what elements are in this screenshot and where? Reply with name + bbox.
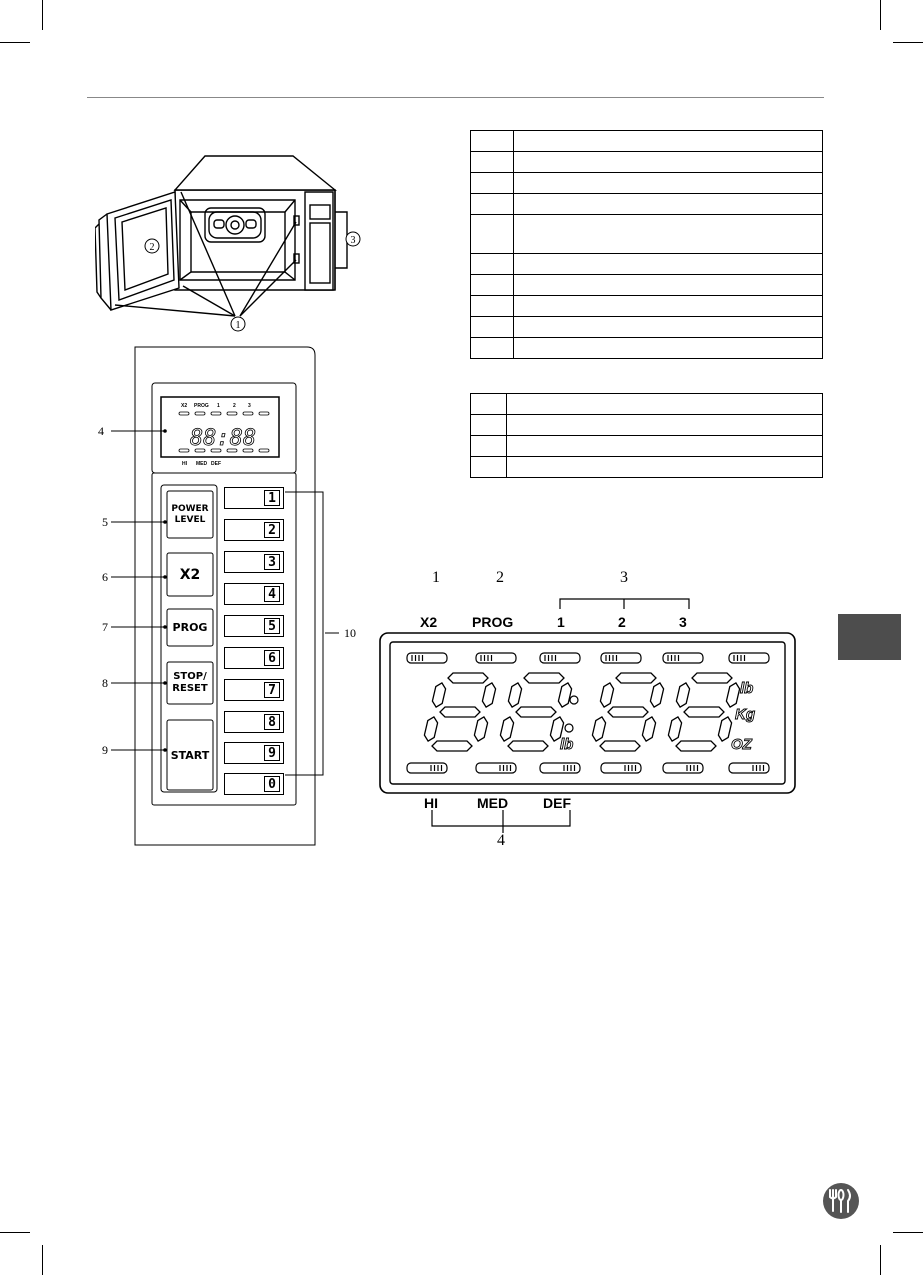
mini-label: 1 [217,403,220,409]
unit-colon-lb: lb [560,736,574,753]
crop-mark [0,42,30,43]
number-key-0[interactable] [224,773,284,795]
crop-mark [893,1232,923,1233]
start-button[interactable] [167,720,213,790]
number-key-label: 0 [264,776,280,792]
digit-segment [440,707,480,717]
legend-table-1 [470,130,823,359]
lcd-label-1: 1 [557,614,565,630]
x2-label: X2 [179,566,201,583]
digit-segment [592,717,605,741]
digit-segment [608,707,648,717]
table-row [471,194,823,215]
crop-mark [42,1245,43,1275]
unit-oz: OZ [731,736,752,753]
digit-segment [600,683,613,707]
digit-segment [508,741,548,751]
display-callout-1: 1 [432,569,440,586]
mini-label: PROG [194,403,209,409]
table-row [471,215,823,254]
lcd-label-hi: HI [424,795,438,811]
table-row [471,152,823,173]
lcd-label-x2: X2 [420,614,438,630]
digit-segment [474,717,487,741]
crop-mark [880,1245,881,1275]
mini-label: X2 [181,403,188,409]
crop-mark [0,1232,30,1233]
stop-label: STOP/ [173,671,207,682]
table-row [471,415,823,436]
digit-segment [500,717,513,741]
crop-mark [880,0,881,30]
lcd-label-2: 2 [618,614,626,630]
digit-segment [524,673,564,683]
lcd-label-med: MED [477,795,509,811]
digit-segment [424,717,437,741]
number-key-5[interactable] [224,615,284,637]
callout-7: 7 [102,620,108,634]
number-key-label: 4 [264,586,280,602]
indicator-bar [476,653,516,663]
number-key-label: 3 [264,554,280,570]
table-row [471,131,823,152]
stop-reset-button[interactable] [167,662,213,704]
digit-segment [616,673,656,683]
number-key-label: 8 [264,714,280,730]
number-key-7[interactable] [224,679,284,701]
header-rule [87,97,824,98]
indicator-bar [407,653,447,663]
prog-label: PROG [172,621,208,634]
callout-5: 5 [102,515,108,529]
power-level-label-1: POWER [171,503,209,514]
digit-segment [558,683,571,707]
callout-3: 3 [350,235,356,246]
cutlery-logo-icon [822,1182,860,1220]
number-key-label: 1 [264,490,280,506]
callout-4: 4 [98,424,104,438]
digit-segment [600,741,640,751]
display-callout-3: 3 [620,569,628,586]
callout-10: 10 [344,626,356,640]
number-key-1[interactable] [224,487,284,509]
start-label: START [170,748,210,762]
mini-label: HI [182,461,187,467]
number-key-6[interactable] [224,647,284,669]
digit-segment [432,741,472,751]
table-row [471,317,823,338]
table-row [471,275,823,296]
digit-segment [482,683,495,707]
mini-digits: 88:88 [189,426,257,451]
number-key-label: 9 [264,745,280,761]
unit-kg: Kg [735,706,755,723]
number-key-label: 2 [264,522,280,538]
crop-mark [42,0,43,30]
digit-segment [642,717,655,741]
number-key-2[interactable] [224,519,284,541]
mini-label: MED [196,461,208,467]
digit-segment [676,741,716,751]
display-callout-4: 4 [497,832,505,849]
indicator-bar [729,653,769,663]
number-key-3[interactable] [224,551,284,573]
indicator-bar [663,653,703,663]
callout-8: 8 [102,676,108,690]
mini-label: 2 [233,403,236,409]
lcd-label-prog: PROG [472,614,514,630]
legend-table-2 [470,393,823,478]
number-key-label: 7 [264,682,280,698]
table-row [471,394,823,415]
table-row [471,173,823,194]
digit-segment [718,717,731,741]
table-row [471,338,823,359]
number-key-label: 5 [264,618,280,634]
table-row [471,436,823,457]
lcd-label-3: 3 [679,614,687,630]
digit-segment [692,673,732,683]
x2-button[interactable] [167,553,213,596]
digit-segment [508,683,521,707]
display-callout-2: 2 [496,569,504,586]
callout-9: 9 [102,743,108,757]
indicator-bar [540,653,580,663]
section-tab [838,614,901,660]
digit-segment [432,683,445,707]
power-level-button[interactable] [167,491,213,538]
digit-segment [684,707,724,717]
digit-segment [516,707,556,717]
mini-label: 3 [248,403,251,409]
power-level-label-2: LEVEL [174,514,206,525]
callout-1: 1 [235,320,241,331]
mini-label: DEF [211,461,221,467]
digit-segment [668,717,681,741]
digit-segment [650,683,663,707]
crop-mark [893,42,923,43]
unit-lb: lb [740,680,754,697]
digit-segment [726,683,739,707]
callout-6: 6 [102,570,108,584]
digit-segment [676,683,689,707]
digit-segment [448,673,488,683]
lcd-display-diagram [375,560,800,855]
lcd-label-def: DEF [543,795,571,811]
indicator-bar [601,653,641,663]
prog-button[interactable] [167,609,213,646]
number-key-4[interactable] [224,583,284,605]
table-row [471,254,823,275]
reset-label: RESET [172,683,208,694]
table-row [471,457,823,478]
table-row [471,296,823,317]
microwave-illustration [95,150,370,335]
number-key-9[interactable] [224,742,284,764]
number-key-8[interactable] [224,711,284,733]
callout-2: 2 [149,242,155,253]
number-key-label: 6 [264,650,280,666]
